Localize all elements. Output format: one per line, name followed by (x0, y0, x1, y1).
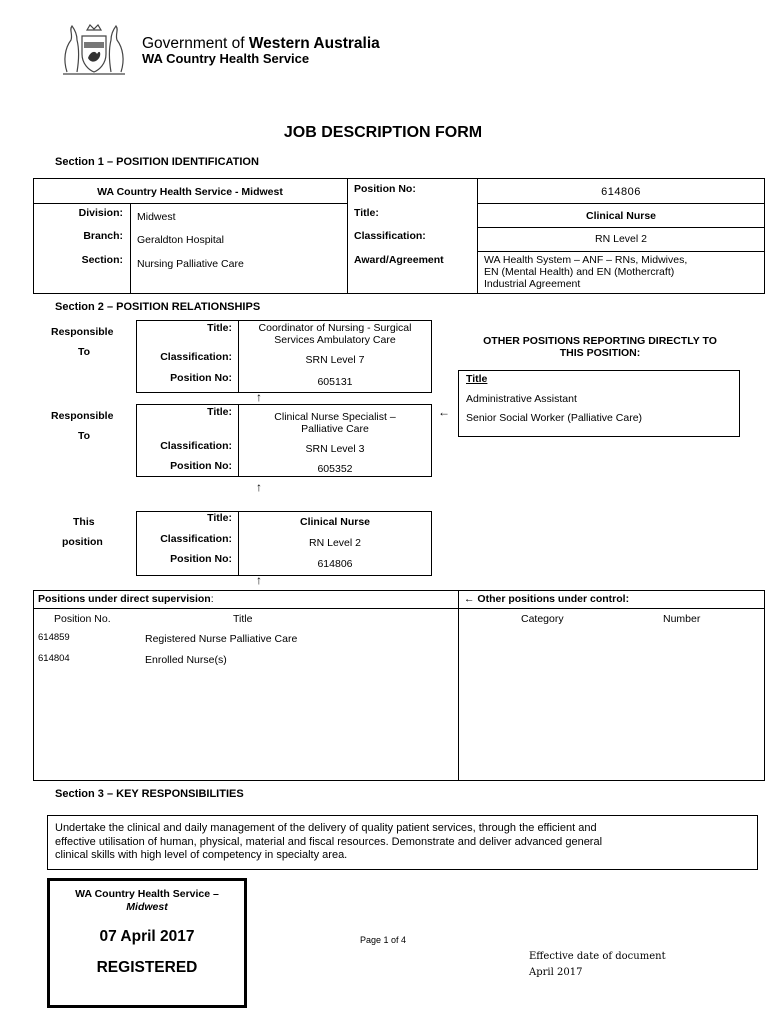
gov-prefix: Government of (142, 35, 249, 52)
box2-title-label: Title: (207, 406, 232, 418)
division-value: Midwest (137, 211, 176, 223)
box3-classification-label: Classification: (160, 533, 232, 545)
other-title-header: Title (466, 373, 488, 385)
stamp-date: 07 April 2017 (99, 928, 195, 945)
stamp-status: REGISTERED (96, 959, 198, 976)
box2-classification: SRN Level 3 (305, 443, 365, 455)
effective-date: April 2017 (529, 967, 583, 978)
box3-position-no-label: Position No: (170, 553, 232, 565)
other-position-item: Administrative Assistant (466, 393, 577, 405)
box2-title: Clinical Nurse Specialist – Palliative Care (274, 411, 396, 435)
box2-classification-label: Classification: (160, 440, 232, 452)
key-responsibilities-text: Undertake the clinical and daily management of the delivery of quality patient services, through the efficient and effective utilisation of human, physical, material and fiscal resources. Demonstrate and deliver advanced general clinical skills with high level of competency in specialty area. (55, 822, 603, 861)
to-label-1: To (78, 346, 91, 358)
col-number: Number (663, 613, 701, 625)
left-arrow-icon: ← (464, 593, 478, 605)
box3-position-no: 614806 (317, 558, 353, 570)
stamp-org: WA Country Health Service – Midwest (75, 888, 219, 913)
gov-state: Western Australia (248, 35, 380, 52)
to-label-2: To (78, 430, 91, 442)
service-name: WA Country Health Service (142, 51, 310, 66)
box3-title-label: Title: (207, 512, 232, 524)
box1-position-no: 605131 (317, 376, 353, 388)
supervision-table (33, 590, 765, 781)
box3-title: Clinical Nurse (299, 516, 371, 528)
award-label: Award/Agreement (354, 254, 444, 266)
crest-logo (57, 20, 131, 78)
branch-label: Branch: (83, 230, 123, 242)
responsible-label-1: Responsible (51, 326, 114, 338)
responsible-label-2: Responsible (51, 410, 114, 422)
box3-classification: RN Level 2 (309, 537, 361, 549)
effective-label: Effective date of document (529, 951, 666, 962)
supervised-no: 614859 (38, 632, 70, 643)
other-position-item: Senior Social Worker (Palliative Care) (466, 412, 643, 424)
supervision-heading: Positions under direct supervision: (38, 593, 214, 605)
award-value: WA Health System – ANF – RNs, Midwives, EN (Mental Health) and EN (Mothercraft) Industrial Agreement (484, 254, 688, 290)
other-positions-heading: OTHER POSITIONS REPORTING DIRECTLY TO THIS POSITION: (483, 335, 717, 359)
box1-title-label: Title: (207, 322, 232, 334)
title-value: Clinical Nurse (585, 210, 657, 222)
up-arrow-icon: ↑ (256, 480, 262, 494)
org-header: WA Country Health Service - Midwest (97, 186, 283, 198)
position-label: position (62, 536, 103, 548)
box2-position-no-label: Position No: (170, 460, 232, 472)
box1-position-no-label: Position No: (170, 372, 232, 384)
form-title: JOB DESCRIPTION FORM (283, 124, 483, 141)
section-label: Section: (81, 254, 123, 266)
section1-heading: Section 1 – POSITION IDENTIFICATION (55, 156, 259, 168)
branch-value: Geraldton Hospital (137, 234, 224, 246)
supervised-title: Registered Nurse Palliative Care (145, 633, 298, 645)
division-label: Division: (78, 207, 123, 219)
page-number: Page 1 of 4 (360, 935, 407, 945)
box1-classification-label: Classification: (160, 351, 232, 363)
col-position-no: Position No. (54, 613, 111, 625)
classification-value: RN Level 2 (595, 233, 647, 245)
this-label: This (73, 516, 95, 528)
up-arrow-icon: ↑ (256, 573, 262, 587)
position-no-value: 614806 (601, 186, 641, 198)
classification-label: Classification: (354, 230, 426, 242)
col-title: Title (233, 613, 253, 625)
section-value: Nursing Palliative Care (137, 258, 244, 270)
supervised-title: Enrolled Nurse(s) (145, 654, 227, 666)
position-no-label: Position No: (354, 183, 416, 195)
box1-title: Coordinator of Nursing - Surgical Services Ambulatory Care (258, 322, 412, 346)
box1-classification: SRN Level 7 (305, 354, 365, 366)
col-category: Category (521, 613, 564, 625)
up-arrow-icon: ↑ (256, 390, 262, 404)
section3-heading: Section 3 – KEY RESPONSIBILITIES (55, 788, 244, 800)
other-control-heading: ← Other positions under control: (464, 593, 630, 605)
supervised-no: 614804 (38, 653, 70, 664)
left-arrow-icon: ← (438, 405, 450, 419)
box2-position-no: 605352 (317, 463, 353, 475)
title-label: Title: (354, 207, 379, 219)
section2-heading: Section 2 – POSITION RELATIONSHIPS (55, 301, 261, 313)
